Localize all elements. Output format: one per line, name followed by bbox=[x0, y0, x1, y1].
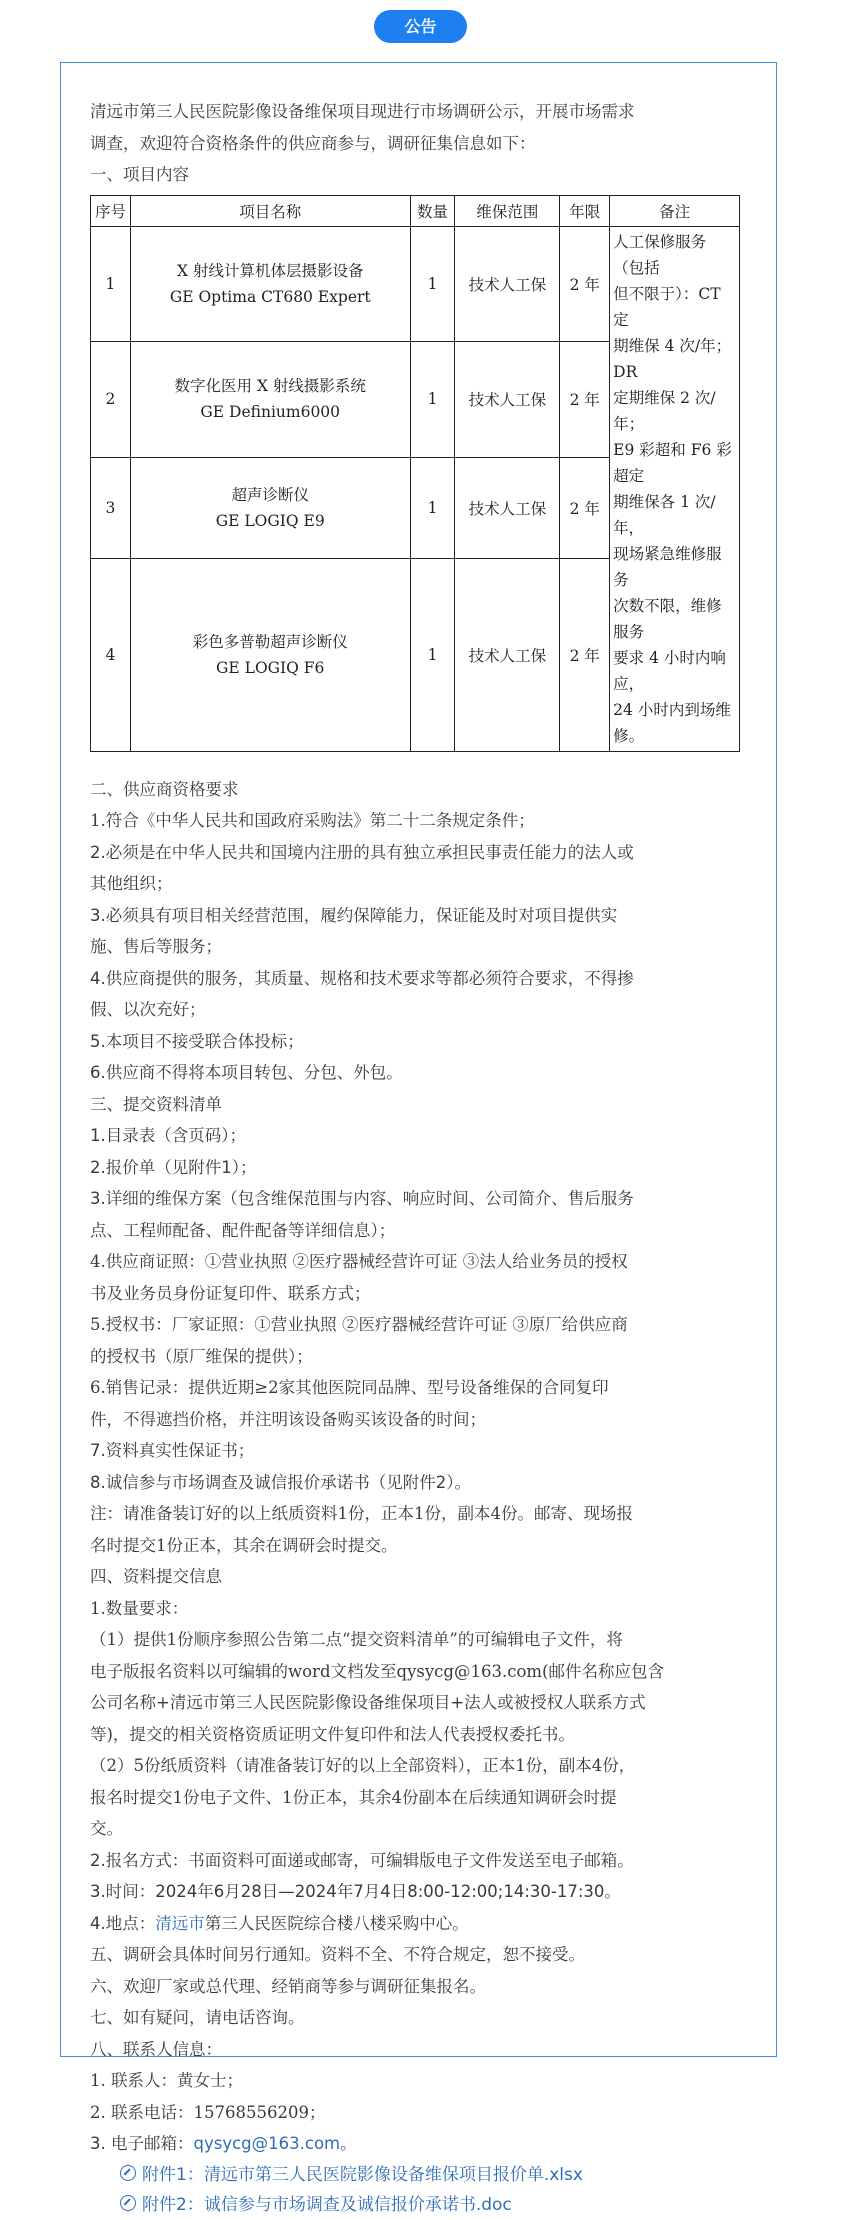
requirement-line: 假、以次充好； bbox=[90, 1000, 206, 1019]
item-name: 数字化医用 X 射线摄影系统 bbox=[174, 377, 366, 396]
table-header: 数量 bbox=[410, 195, 455, 226]
requirement-line: 5.本项目不接受联合体投标； bbox=[90, 1031, 304, 1051]
document-line: 7.资料真实性保证书； bbox=[90, 1441, 255, 1460]
table-row bbox=[91, 226, 740, 342]
remark-line: E9 彩超和 F6 彩超定 bbox=[613, 440, 732, 485]
contact-person: 1. 联系人：黄女士； bbox=[90, 2071, 243, 2090]
requirement-line: 3.必须具有项目相关经营范围，履约保障能力，保证能及时对项目提供实 bbox=[90, 905, 618, 925]
requirement-line: 1.符合《中华人民共和国政府采购法》第二十二条规定条件； bbox=[90, 811, 535, 830]
submission-line: 2.报名方式：书面资料可面递或邮寄，可编辑版电子文件发送至电子邮箱。 bbox=[90, 1850, 634, 1870]
row-scope: 技术人工保 bbox=[455, 457, 560, 559]
requirement-line: 施、售后等服务； bbox=[90, 937, 222, 956]
table-header-row bbox=[91, 195, 740, 226]
document-line: 书及业务员身份证复印件、联系方式； bbox=[90, 1283, 371, 1303]
location-rest: 第三人民医院综合楼八楼采购中心。 bbox=[204, 1913, 469, 1933]
row-years: 2 年 bbox=[560, 226, 610, 342]
document-line: 点、工程师配备、配件配备等详细信息）； bbox=[90, 1220, 396, 1240]
link-icon bbox=[120, 2195, 136, 2211]
item-model: GE LOGIQ F6 bbox=[216, 658, 325, 677]
requirement-line: 其他组织； bbox=[90, 874, 173, 893]
table-header: 维保范围 bbox=[455, 195, 560, 226]
row-scope: 技术人工保 bbox=[455, 226, 560, 342]
table-header: 项目名称 bbox=[130, 195, 410, 226]
row-no: 3 bbox=[91, 457, 131, 559]
location-highlight: 清远市 bbox=[155, 1913, 205, 1933]
remark-line: 要求 4 小时内响应， bbox=[613, 648, 726, 693]
item-name: 超声诊断仪 bbox=[231, 485, 309, 504]
row-qty: 1 bbox=[410, 559, 455, 752]
email-label: 3. 电子邮箱： bbox=[90, 2134, 194, 2153]
submission-line: 电子版报名资料以可编辑的word文档发至qysycg@163.com(邮件名称应包含 bbox=[90, 1661, 664, 1681]
row-qty: 1 bbox=[410, 457, 455, 559]
remark-line: 次数不限，维修服务 bbox=[613, 596, 722, 641]
row-no: 2 bbox=[91, 342, 131, 458]
attachment-label: 附件2：诚信参与市场调查及诚信报价承诺书.doc bbox=[142, 2194, 512, 2215]
item-model: GE Optima CT680 Expert bbox=[169, 287, 371, 306]
row-years: 2 年 bbox=[560, 457, 610, 559]
email-link[interactable]: qysycg@163.com bbox=[193, 2134, 341, 2153]
remark-line: 期维保各 1 次/年， bbox=[613, 492, 716, 537]
row-years: 2 年 bbox=[560, 342, 610, 458]
row-qty: 1 bbox=[410, 226, 455, 342]
document-note: 注：请准备装订好的以上纸质资料1份，正本1份，副本4份。邮寄、现场报 bbox=[90, 1504, 633, 1523]
attachment-link-1[interactable] bbox=[90, 2160, 750, 2190]
document-line: 件，不得遮挡价格，并注明该设备购买该设备的时间； bbox=[90, 1409, 486, 1429]
item-name: 彩色多普勒超声诊断仪 bbox=[192, 632, 348, 651]
row-no: 1 bbox=[91, 226, 131, 342]
table-header: 序号 bbox=[91, 195, 131, 226]
section-title: 二、供应商资格要求 bbox=[90, 779, 239, 799]
requirement-line: 2.必须是在中华人民共和国境内注册的具有独立承担民事责任能力的法人或 bbox=[90, 842, 634, 862]
submission-line: 报名时提交1份电子文件、1份正本，其余4份副本在后续通知调研会时提 bbox=[90, 1787, 617, 1807]
document-note: 名时提交1份正本，其余在调研会时提交。 bbox=[90, 1535, 398, 1555]
remark-line: 现场紧急维修服务 bbox=[613, 544, 722, 589]
section-seven: 七、如有疑问，请电话咨询。 bbox=[90, 2008, 305, 2027]
submission-line: 交。 bbox=[90, 1819, 123, 1838]
notice-content bbox=[90, 96, 750, 2220]
document-line: 1.目录表（含页码）； bbox=[90, 1126, 246, 1145]
document-line: 8.诚信参与市场调查及诚信报价承诺书（见附件2）。 bbox=[90, 1472, 471, 1492]
submission-line: 公司名称+清远市第三人民医院影像设备维保项目+法人或被授权人联系方式 bbox=[90, 1693, 646, 1712]
item-model: GE Definium6000 bbox=[200, 403, 341, 422]
document-line: 6.销售记录：提供近期≥2家其他医院同品牌、型号设备维保的合同复印 bbox=[90, 1378, 609, 1397]
submission-line: 等)，提交的相关资格资质证明文件复印件和法人代表授权委托书。 bbox=[90, 1724, 575, 1744]
document-line: 2.报价单（见附件1）； bbox=[90, 1157, 257, 1177]
item-name: X 射线计算机体层摄影设备 bbox=[177, 261, 364, 280]
table-header: 年限 bbox=[560, 195, 610, 226]
announcement-badge: 公告 bbox=[374, 10, 467, 43]
row-scope: 技术人工保 bbox=[455, 342, 560, 458]
section-five: 五、调研会具体时间另行通知。资料不全、不符合规定，恕不接受。 bbox=[90, 1945, 585, 1964]
section-title: 一、项目内容 bbox=[90, 165, 189, 184]
remark-line: 人工保修服务（包括 bbox=[613, 232, 707, 277]
document-line: 的授权书（原厂维保的提供）； bbox=[90, 1346, 313, 1366]
project-table bbox=[90, 195, 740, 752]
item-model: GE LOGIQ E9 bbox=[215, 511, 325, 530]
attachment-link-2[interactable] bbox=[90, 2190, 750, 2220]
email-suffix: 。 bbox=[340, 2134, 357, 2153]
section-title: 八、联系人信息： bbox=[90, 2039, 222, 2059]
row-name bbox=[130, 457, 410, 559]
row-years: 2 年 bbox=[560, 559, 610, 752]
remark-line: 但不限于）：CT 定 bbox=[613, 284, 721, 329]
attachment-label: 附件1：清远市第三人民医院影像设备维保项目报价单.xlsx bbox=[142, 2164, 583, 2185]
document-line: 4.供应商证照：①营业执照 ②医疗器械经营许可证 ③法人给业务员的授权 bbox=[90, 1252, 628, 1271]
document-line: 3.详细的维保方案（包含维保范围与内容、响应时间、公司简介、售后服务 bbox=[90, 1189, 634, 1208]
location-line bbox=[90, 1908, 750, 1940]
requirement-line: 6.供应商不得将本项目转包、分包、外包。 bbox=[90, 1063, 403, 1082]
intro-line: 清远市第三人民医院影像设备维保项目现进行市场调研公示，开展市场需求 bbox=[90, 102, 635, 121]
remarks-cell bbox=[610, 226, 740, 751]
requirement-line: 4.供应商提供的服务，其质量、规格和技术要求等都必须符合要求，不得掺 bbox=[90, 968, 634, 988]
contact-email-line bbox=[90, 2128, 750, 2160]
remark-line: 24 小时内到场维修。 bbox=[613, 700, 731, 745]
submission-line: （1）提供1份顺序参照公告第二点“提交资料清单”的可编辑电子文件，将 bbox=[90, 1630, 623, 1649]
intro-line: 调查，欢迎符合资格条件的供应商参与，调研征集信息如下： bbox=[90, 133, 536, 153]
section-title: 三、提交资料清单 bbox=[90, 1094, 222, 1114]
row-name bbox=[130, 342, 410, 458]
submission-line: 3.时间：2024年6月28日—2024年7月4日8:00-12:00;14:30-17:30。 bbox=[90, 1882, 621, 1901]
row-name bbox=[130, 559, 410, 752]
submission-line: （2）5份纸质资料（请准备装订好的以上全部资料），正本1份，副本4份， bbox=[90, 1756, 636, 1775]
contact-phone: 2. 联系电话：15768556209； bbox=[90, 2102, 326, 2122]
row-scope: 技术人工保 bbox=[455, 559, 560, 752]
row-qty: 1 bbox=[410, 342, 455, 458]
remark-line: 期维保 4 次/年；DR bbox=[613, 336, 732, 381]
row-name bbox=[130, 226, 410, 342]
location-prefix: 4.地点： bbox=[90, 1913, 156, 1933]
section-title: 四、资料提交信息 bbox=[90, 1567, 222, 1586]
row-no: 4 bbox=[91, 559, 131, 752]
submission-line: 1.数量要求： bbox=[90, 1598, 189, 1618]
document-line: 5.授权书：厂家证照：①营业执照 ②医疗器械经营许可证 ③原厂给供应商 bbox=[90, 1315, 628, 1334]
section-six: 六、欢迎厂家或总代理、经销商等参与调研征集报名。 bbox=[90, 1976, 486, 1996]
table-header: 备注 bbox=[610, 195, 740, 226]
remark-line: 定期维保 2 次/年； bbox=[613, 388, 716, 433]
link-icon bbox=[120, 2165, 136, 2181]
